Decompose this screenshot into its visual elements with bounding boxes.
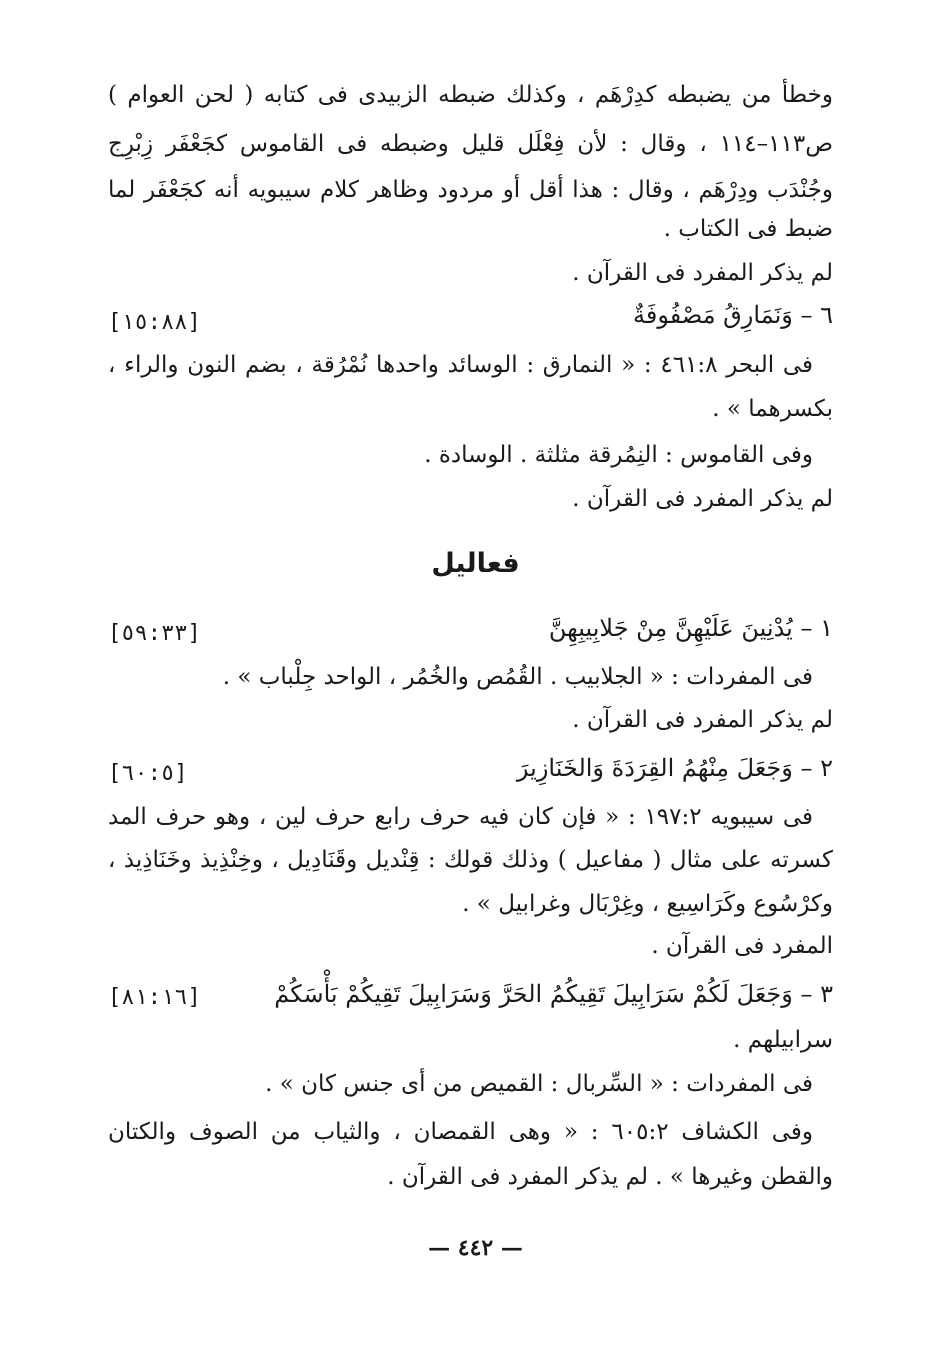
- verse-reference: [٦٠:٥]: [108, 761, 188, 786]
- verse-reference: [٨١:١٦]: [108, 985, 201, 1010]
- text-line: فى البحر ٤٦١:٨ : « النمارق : الوسائد واحدها نُمْرُقة ، بضم النون والراء ،: [108, 352, 813, 378]
- text-line: بكسرهما » .: [712, 396, 833, 422]
- text-line: وفى الكشاف ٦٠٥:٢ : « وهى القمصان ، والثياب من الصوف والكتان: [108, 1119, 813, 1145]
- section-heading: فعاليل: [431, 548, 520, 579]
- text-line: المفرد فى القرآن .: [651, 933, 833, 959]
- text-line: كسرته على مثال ( مفاعيل ) وذلك قولك : قِنْديل وقَنَادِيل ، وخِنْذِيذ وخَنَاذِيذ ،: [108, 847, 833, 873]
- text-line: وجُنْدَب ودِرْهَم ، وقال : هذا أقل أو مردود وظاهر كلام سيبويه أنه كجَعْفَر لما: [108, 177, 833, 203]
- text-line: ضبط فى الكتاب .: [663, 216, 833, 242]
- page-number: — ٤٤٢ —: [428, 1235, 523, 1261]
- text-line: فى المفردات : « الجلابيب . القُمُص والخُمُر ، الواحد جِلْباب » .: [222, 664, 813, 690]
- text-line: فى المفردات : « السِّربال : القميص من أى جنس كان » .: [265, 1071, 813, 1097]
- verse-reference: [٥٩:٣٣]: [108, 621, 201, 646]
- text-line: ص١١٣–١١٤ ، وقال : لأن فِعْلَل قليل وضبطه فى القاموس كجَعْفَر زِبْرِج: [108, 131, 833, 157]
- text-line: وخطأ من يضبطه كدِرْهَم ، وكذلك ضبطه الزبيدى فى كتابه ( لحن العوام ): [108, 82, 833, 108]
- verse-reference: [١٥:٨٨]: [108, 310, 201, 335]
- text-line: فى سيبويه ١٩٧:٢ : « فإن كان فيه حرف رابع حرف لين ، وهو حرف المد: [108, 804, 813, 830]
- text-line: وفى القاموس : النِمُرقة مثلثة . الوسادة .: [424, 442, 813, 468]
- text-line: وكرْسُوع وكَرَاسِيع ، وغِرْبَال وغرابيل » .: [462, 891, 833, 917]
- verse-text: ٢ – وَجَعَلَ مِنْهُمُ القِرَدَةَ وَالخَنَازِيرَ: [516, 754, 833, 782]
- text-line: لم يذكر المفرد فى القرآن .: [572, 260, 833, 286]
- text-line: لم يذكر المفرد فى القرآن .: [572, 486, 833, 512]
- verse-text: ٣ – وَجَعَلَ لَكُمْ سَرَابِيلَ تَقِيكُمُ الحَرَّ وَسَرَابِيلَ تَقِيكُمْ بَأْسَكُمْ: [274, 980, 833, 1008]
- verse-text: ١ – يُدْنِينَ عَلَيْهِنَّ مِنْ جَلابِيبِهِنَّ: [548, 614, 833, 642]
- text-line: سرابيلهم .: [733, 1027, 833, 1053]
- text-line: والقطن وغيرها » . لم يذكر المفرد فى القرآن .: [387, 1164, 833, 1190]
- verse-text: ٦ – وَنَمَارِقُ مَصْفُوفَةٌ: [633, 301, 833, 329]
- text-line: لم يذكر المفرد فى القرآن .: [572, 707, 833, 733]
